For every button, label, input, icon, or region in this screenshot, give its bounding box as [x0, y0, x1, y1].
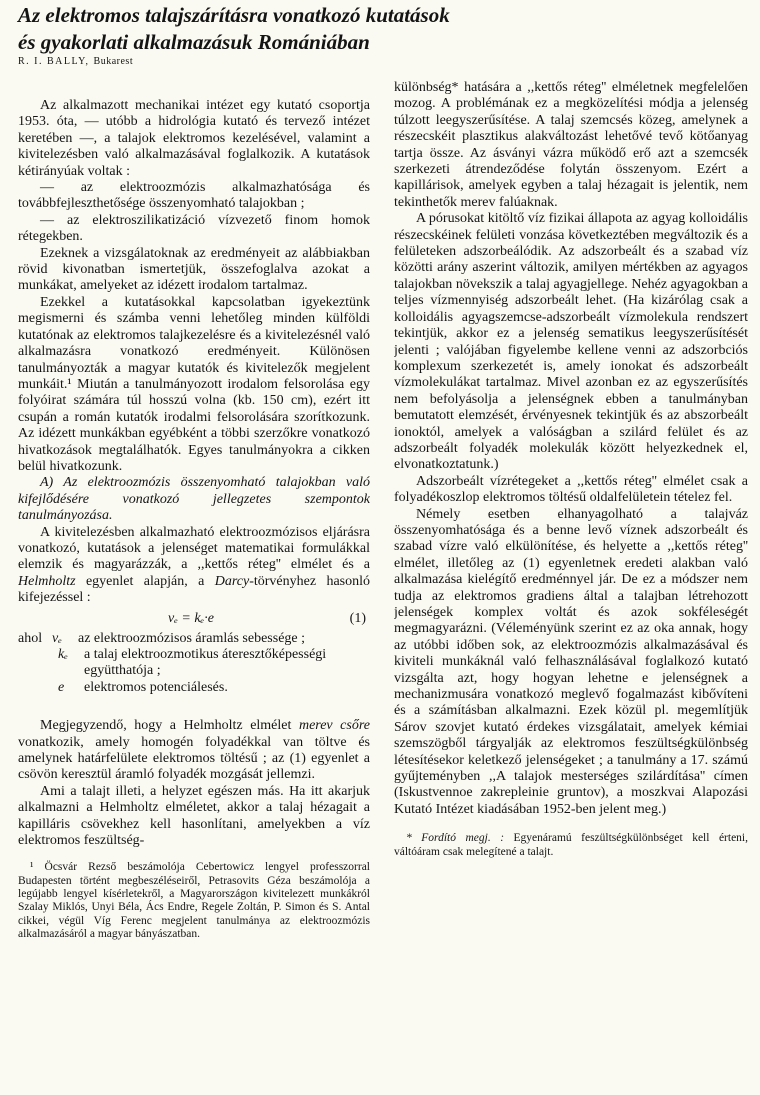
variable-definitions [18, 631, 370, 697]
author-city: Bukarest [93, 56, 134, 67]
paragraph: különbség* hatására a ,,kettős réteg'' elméletnek megfelelően mozog. A problémának ez a megközelítési módja a jelenség túlzott leegyszerűsítése. A talaj szemcsés közeg, amelynek a részecskéit plasztikus alakváltozást lehetővé tevő kötőanyag tartja össze. Az ásványi vázra működő erő azt a szemcsék szerkezeti átrendeződése folytán összenyom. Ezért a kapillárisok, amelyek egyben a talaj hézagait is jelentik, nem tekinthetők merev falúaknak. [394, 80, 748, 210]
paragraph: Az alkalmazott mechanikai intézet egy kutató csoportja 1953. óta, — utóbb a hidrológia kutató és tervező intézet keretében —, a talajok elektromos kezelésével, valamint a kivitelezésben való alkalmazásával foglalkozik. A kutatások kétirányúak voltak : [18, 98, 370, 179]
translator-note [394, 832, 748, 859]
paragraph: A pórusokat kitöltő víz fizikai állapota az agyag kolloidális részecskéinek felületi vonzása következtében megváltozik és a felületeken adszorbeálódik. Az adszorbeált és a szabad víz közötti arány aszerint változik, amilyen mértékben az agyagos talajokban növekszik a talaj agyagjellege. Nehéz agyagokban a teljes vízmennyiség adszorbeált lehet. (Ha kizárólag csak a kolloidális agyagszemcse-adszorbeált vízmolekula rendszert tekintjük, akkor ez a jelenség sematikus leegyszerűsítését jelenti ; valójában figyelembe kellene venni az adszorbciós komplexum szerkezetét is, amely ionokat és adszorbeált vízmolekulákat tartalmaz. Mivel azonban ez az egyszerűsítés nem befolyásolja a jelenségnek ebben a tanulmányban bemutatott elemzését, érvényesnek tekintjük és az abszorbeált ionoktól, amelyek a valóságban a szilárd felület és az adszorbeált folyadék molekulák között helyezkednek el, elvonatkoztatunk.) [394, 211, 748, 473]
author-name: R. I. BALLY, [18, 56, 90, 67]
list-item: — az elektroszilikatizáció vízvezető finom homok rétegekben. [18, 212, 370, 245]
left-column [18, 98, 370, 1090]
definition-row [18, 631, 370, 647]
definition-text: a talaj elektroozmotikus áteresztőképességi együtthatója ; [84, 647, 327, 679]
paragraph: A kivitelezésben alkalmazható elektroozmózisos eljárásra vonatkozó, kutatások a jelenséget matematikai formulákkal elemzik és magyarázzák, a ,,kettős réteg'' elmélet és a Helmholtz egyenlet alapján, a Darcy-törvényhez hasonló kifejezéssel : [18, 524, 370, 606]
definition-text: az elektroozmózisos áramlás sebessége ; [78, 630, 306, 646]
right-column [394, 80, 748, 1092]
footnote [18, 861, 370, 941]
equation-expression: vₑ = kₑ·e [168, 610, 214, 626]
list-item: — az elektroozmózis alkalmazhatósága és továbbfejleszthetősége összenyomható talajokban ; [18, 180, 370, 212]
paragraph: Ami a talajt illeti, a helyzet egészen más. Ha itt akarjuk alkalmazni a Helmholtz elméletet, akkor a talaj hézagait a kapilláris csövekhez kell hasonlítani, amelyekben a víz elektromos feszültség- [18, 783, 370, 849]
footnote-text: ¹ Öcsvár Rezső beszámolója Cebertowicz lengyel professzorral Budapesten történt megbeszéléseiről, Petrasovits Géza beszámolója a legújabb lengyel kísérletekről, a Magyarországon kivitelezett munkákról Szalay Miklós, Unyi Béla, Ács Endre, Regele Zoltán, P. Simon és S. Antal cikkei, végül Víg Ferenc megjelent tanulmánya az elektroozmózis alkalmazásáról a magyar bányászatban. [18, 861, 370, 940]
title-line-2: és gyakorlati alkalmazásuk Romániában [18, 30, 370, 54]
author-line [18, 56, 133, 67]
definition-row [18, 647, 370, 680]
paragraph: Némely esetben elhanyagolható a talajváz összenyomhatósága és a benne levő víznek adszorbeált és szabad vízre való elkülönítése, és helyette a ,,kettős réteg'' elmélet, illetőleg az (1) egyenletnek eredeti alakban való alkalmazása kielégítő eredménnyel jár. De ez a módszer nem tudja az elektromos gradiens által a talajban létrehozott jelenségek komplex voltát és azok sokféleségét megmagyarázni. (Véleményünk szerint ez az oka annak, hogy az utóbbi időben sok, az elektroozmózis alkalmazásával és kiviteli munkáknál való felhasználásával foglalkozó kutató vizsgálta azt, hogy hogyan lehetne e jelenségnek a mechanizmusára vonatkozó meglevő fogalmazást kibővíteni és a számításban alkalmazni. Ezek közül pl. megemlítjük Sárov szovjet kutató érdekes vizsgálatait, amelyek kémiai szemszögből tárgyalják az elektromos feszültségkülönbség létesítésekor keletkező jelenségeket ; a tanulmány a 17. számú gyűjteményben ,,A talajok mesterséges szilárdítása'' címen (Iskustvennoe zakrepleinie gruntov), a moszkvai Alapozási Kutató Intézet kiadásában 1952-ben jelent meg.) [394, 506, 748, 817]
paragraph: Megjegyzendő, hogy a Helmholtz elmélet merev csőre vonatkozik, amely homogén folyadékkal van töltve és amelynek határfelülete elektromos töltésű ; az (1) egyenlet a csövön keresztül áramló folyadék mozgását jellemzi. [18, 718, 370, 783]
translator-note-label: * Fordító megj. : [406, 832, 505, 845]
translator-note-text: Egyenáramú feszültségkülönbséget kell érteni, váltóáram csak melegítené a talajt. [394, 832, 748, 858]
paragraph: Ezekkel a kutatásokkal kapcsolatban igyekeztünk megismerni és számba venni lehetőleg minden külföldi kutatónak az elektromos talajkezelésre és a kivitelezésnél való alkalmazásra vonatkozó eredményeit. Különösen tanulmányozták a magyar kutatók és kivitelezők megjelent munkáit.¹ Miután a tanulmányozott irodalom felsorolása egy folyóirat számára túl hosszú volna (kb. 150 cm), ezért itt csupán a román kutatók irodalmi felsorolására szorítkozunk. Az idézett munkákban egyébként a többi szerzőkre vonatkozó hivatkozások megtalálhatók. Egyes tanulmányokra a cikken belül hivatkozunk. [18, 294, 370, 474]
article-title [18, 2, 748, 56]
definition-symbol: kₑ [58, 647, 68, 662]
section-heading: A) Az elektroozmózis összenyomható talajokban való kifejlődésére vonatkozó jellegzetes szempontok tanulmányozása. [18, 475, 370, 524]
definition-symbol: e [58, 679, 65, 695]
paragraph: Adszorbeált vízrétegeket a ,,kettős réteg'' elmélet csak a folyadékoszlop elektromos töltésű oldalfelületein tételez fel. [394, 473, 748, 506]
title-line-1: Az elektromos talajszárításra vonatkozó kutatások [18, 3, 450, 27]
equation [18, 611, 370, 629]
definition-intro: ahol [18, 630, 43, 646]
equation-number: (1) [349, 610, 366, 626]
definition-symbol: vₑ [52, 630, 62, 646]
definition-row [18, 680, 370, 696]
definition-text: elektromos potenciálesés. [84, 679, 228, 695]
paragraph: Ezeknek a vizsgálatoknak az eredményeit az alábbiakban rövid kivonatban ismertetjük, összefoglalva azokat a munkákat, amelyeket az idézett irodalom tartalmaz. [18, 245, 370, 294]
